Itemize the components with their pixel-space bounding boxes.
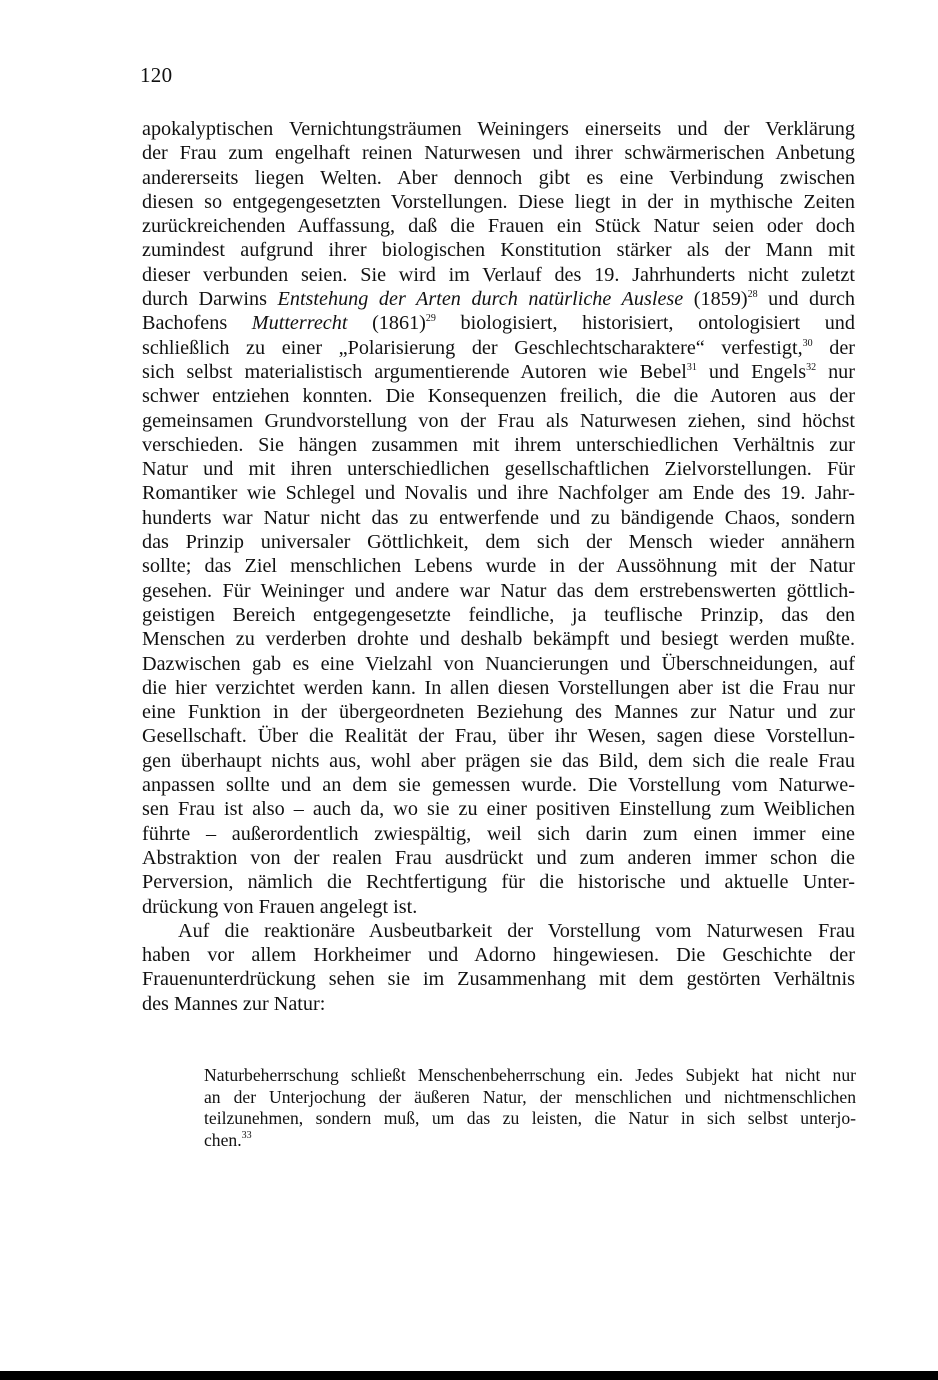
body-line: hunderts war Natur nicht das zu entwerfende und zu bändigende Chaos, sondern <box>142 506 855 529</box>
body-line: Gesellschaft. Über die Realität der Frau, über ihr Wesen, sagen diese Vorstellun- <box>142 725 855 748</box>
body-line: des Mannes zur Natur: <box>142 992 326 1015</box>
text-run: (1861) <box>347 312 426 335</box>
body-line: sollte; das Ziel menschlichen Lebens wurde in der Aussöhnung mit der Natur <box>142 555 855 578</box>
body-line: diesen so entgegengesetzten Vorstellungen. Diese liegt in der in mythische Zeiten <box>142 190 855 213</box>
body-line: Romantiker wie Schlegel und Novalis und ihre Nachfolger am Ende des 19. Jahr- <box>142 482 855 505</box>
body-line: drückung von Frauen angelegt ist. <box>142 895 418 918</box>
body-line: Natur und mit ihren unterschiedlichen gesellschaftlichen Zielvorstellungen. Für <box>142 458 855 481</box>
body-line: Abstraktion von der realen Frau ausdrückt und zum anderen immer schon die <box>142 846 855 869</box>
italic-title: Entstehung der Arten durch natürliche Auslese <box>277 288 684 311</box>
body-line: der Frau zum engelhaft reinen Naturwesen und ihrer schwärmerischen Anbetung <box>142 142 855 165</box>
text-run: sich selbst materialistisch argumentierende Autoren wie Bebel <box>142 360 687 383</box>
body-line: die hier verzichtet werden kann. In allen diesen Vorstellungen aber ist die Frau nur <box>142 676 855 699</box>
text-run: und Engels <box>696 360 807 383</box>
body-line: gen überhaupt nichts aus, wohl aber prägen sie das Bild, dem sich die reale Frau <box>142 749 855 772</box>
footnote-marker: 28 <box>747 289 758 301</box>
body-line <box>142 336 855 360</box>
text-run: der <box>812 336 855 359</box>
body-line: schwer entziehen konnten. Die Konsequenzen freilich, die die Autoren aus der <box>142 385 855 408</box>
body-line: gemeinsamen Grundvorstellung von der Frau als Naturwesen ziehen, sind höchst <box>142 409 855 432</box>
body-line: führte – außerordentlich zwiespältig, weil sich darin zum einen immer eine <box>142 822 855 845</box>
body-line: zumindest aufgrund ihrer biologischen Konstitution stärker als der Mann mit <box>142 239 855 262</box>
body-line: zurückreichenden Auffassung, daß die Frauen ein Stück Natur seien oder doch <box>142 215 855 238</box>
body-line: verschieden. Sie hängen zusammen mit ihrem unterschiedlichen Verhältnis zur <box>142 433 855 456</box>
body-line <box>142 360 855 384</box>
body-line: sen Frau ist also – auch da, wo sie zu einer positiven Einstellung zum Weiblichen <box>142 798 855 821</box>
footnote-marker: 31 <box>686 361 697 373</box>
body-line: Menschen zu verderben drohte und deshalb bekämpft und besiegt werden mußte. <box>142 628 855 651</box>
quote-line: teilzunehmen, sondern muß, um das zu leisten, die Natur in sich selbst unterjo- <box>204 1108 856 1129</box>
quote-line: an der Unterjochung der äußeren Natur, der menschlichen und nichtmenschlichen <box>204 1086 856 1107</box>
body-paragraphs <box>142 117 855 1016</box>
text-run: (1859) <box>683 288 748 311</box>
body-line: geistigen Bereich entgegengesetzte feindliche, ja teuflische Prinzip, das den <box>142 603 855 626</box>
quote-line: Naturbeherrschung schließt Menschenbeherrschung ein. Jedes Subjekt hat nicht nur <box>204 1065 856 1085</box>
body-line: das Prinzip universaler Göttlichkeit, dem sich der Mensch wieder annähern <box>142 531 855 554</box>
text-run: schließlich zu einer „Polarisierung der Geschlechtscharaktere“ verfestigt, <box>142 336 803 359</box>
body-line: dieser verbunden seien. Sie wird im Verlauf des 19. Jahrhunderts nicht zuletzt <box>142 263 855 286</box>
body-line: Auf die reaktionäre Ausbeutbarkeit der Vorstellung vom Naturwesen Frau <box>178 919 855 942</box>
block-quote <box>204 1065 856 1151</box>
footnote-marker: 30 <box>802 337 813 349</box>
body-line: andererseits liegen Welten. Aber dennoch gibt es eine Verbindung zwischen <box>142 166 855 189</box>
body-line: haben vor allem Horkheimer und Adorno hingewiesen. Die Geschichte der <box>142 944 855 967</box>
body-line: Frauenunterdrückung sehen sie im Zusammenhang mit dem gestörten Verhältnis <box>142 968 855 991</box>
body-line: Perversion, nämlich die Rechtfertigung für die historische und aktuelle Unter- <box>142 871 855 894</box>
text-run: und durch <box>757 288 855 311</box>
body-line <box>142 287 855 311</box>
body-line: eine Funktion in der übergeordneten Beziehung des Mannes zur Natur und zur <box>142 701 855 724</box>
body-line: Dazwischen gab es eine Vielzahl von Nuancierungen und Überschneidungen, auf <box>142 652 855 675</box>
footnote-marker: 33 <box>241 1129 252 1141</box>
page-number: 120 <box>140 63 173 87</box>
italic-title: Mutterrecht <box>251 312 348 335</box>
text-run: durch Darwins <box>142 288 278 311</box>
scan-bottom-edge <box>0 1371 938 1380</box>
text-run: biologisiert, historisiert, ontologisiert und <box>435 312 855 335</box>
body-line <box>142 311 855 335</box>
quote-line <box>204 1130 856 1152</box>
body-line: gesehen. Für Weininger und andere war Natur das dem erstrebenswerten göttlich- <box>142 579 855 602</box>
footnote-marker: 29 <box>425 313 436 325</box>
body-line: anpassen sollte und an dem sie gemessen wurde. Die Vorstellung vom Naturwe- <box>142 774 855 797</box>
footnote-marker: 32 <box>806 361 817 373</box>
text-run: Bachofens <box>142 312 252 335</box>
text-run: nur <box>816 360 855 383</box>
body-line: apokalyptischen Vernichtungsträumen Weiningers einerseits und der Verklärung <box>142 118 855 140</box>
text-run: chen. <box>204 1129 242 1150</box>
